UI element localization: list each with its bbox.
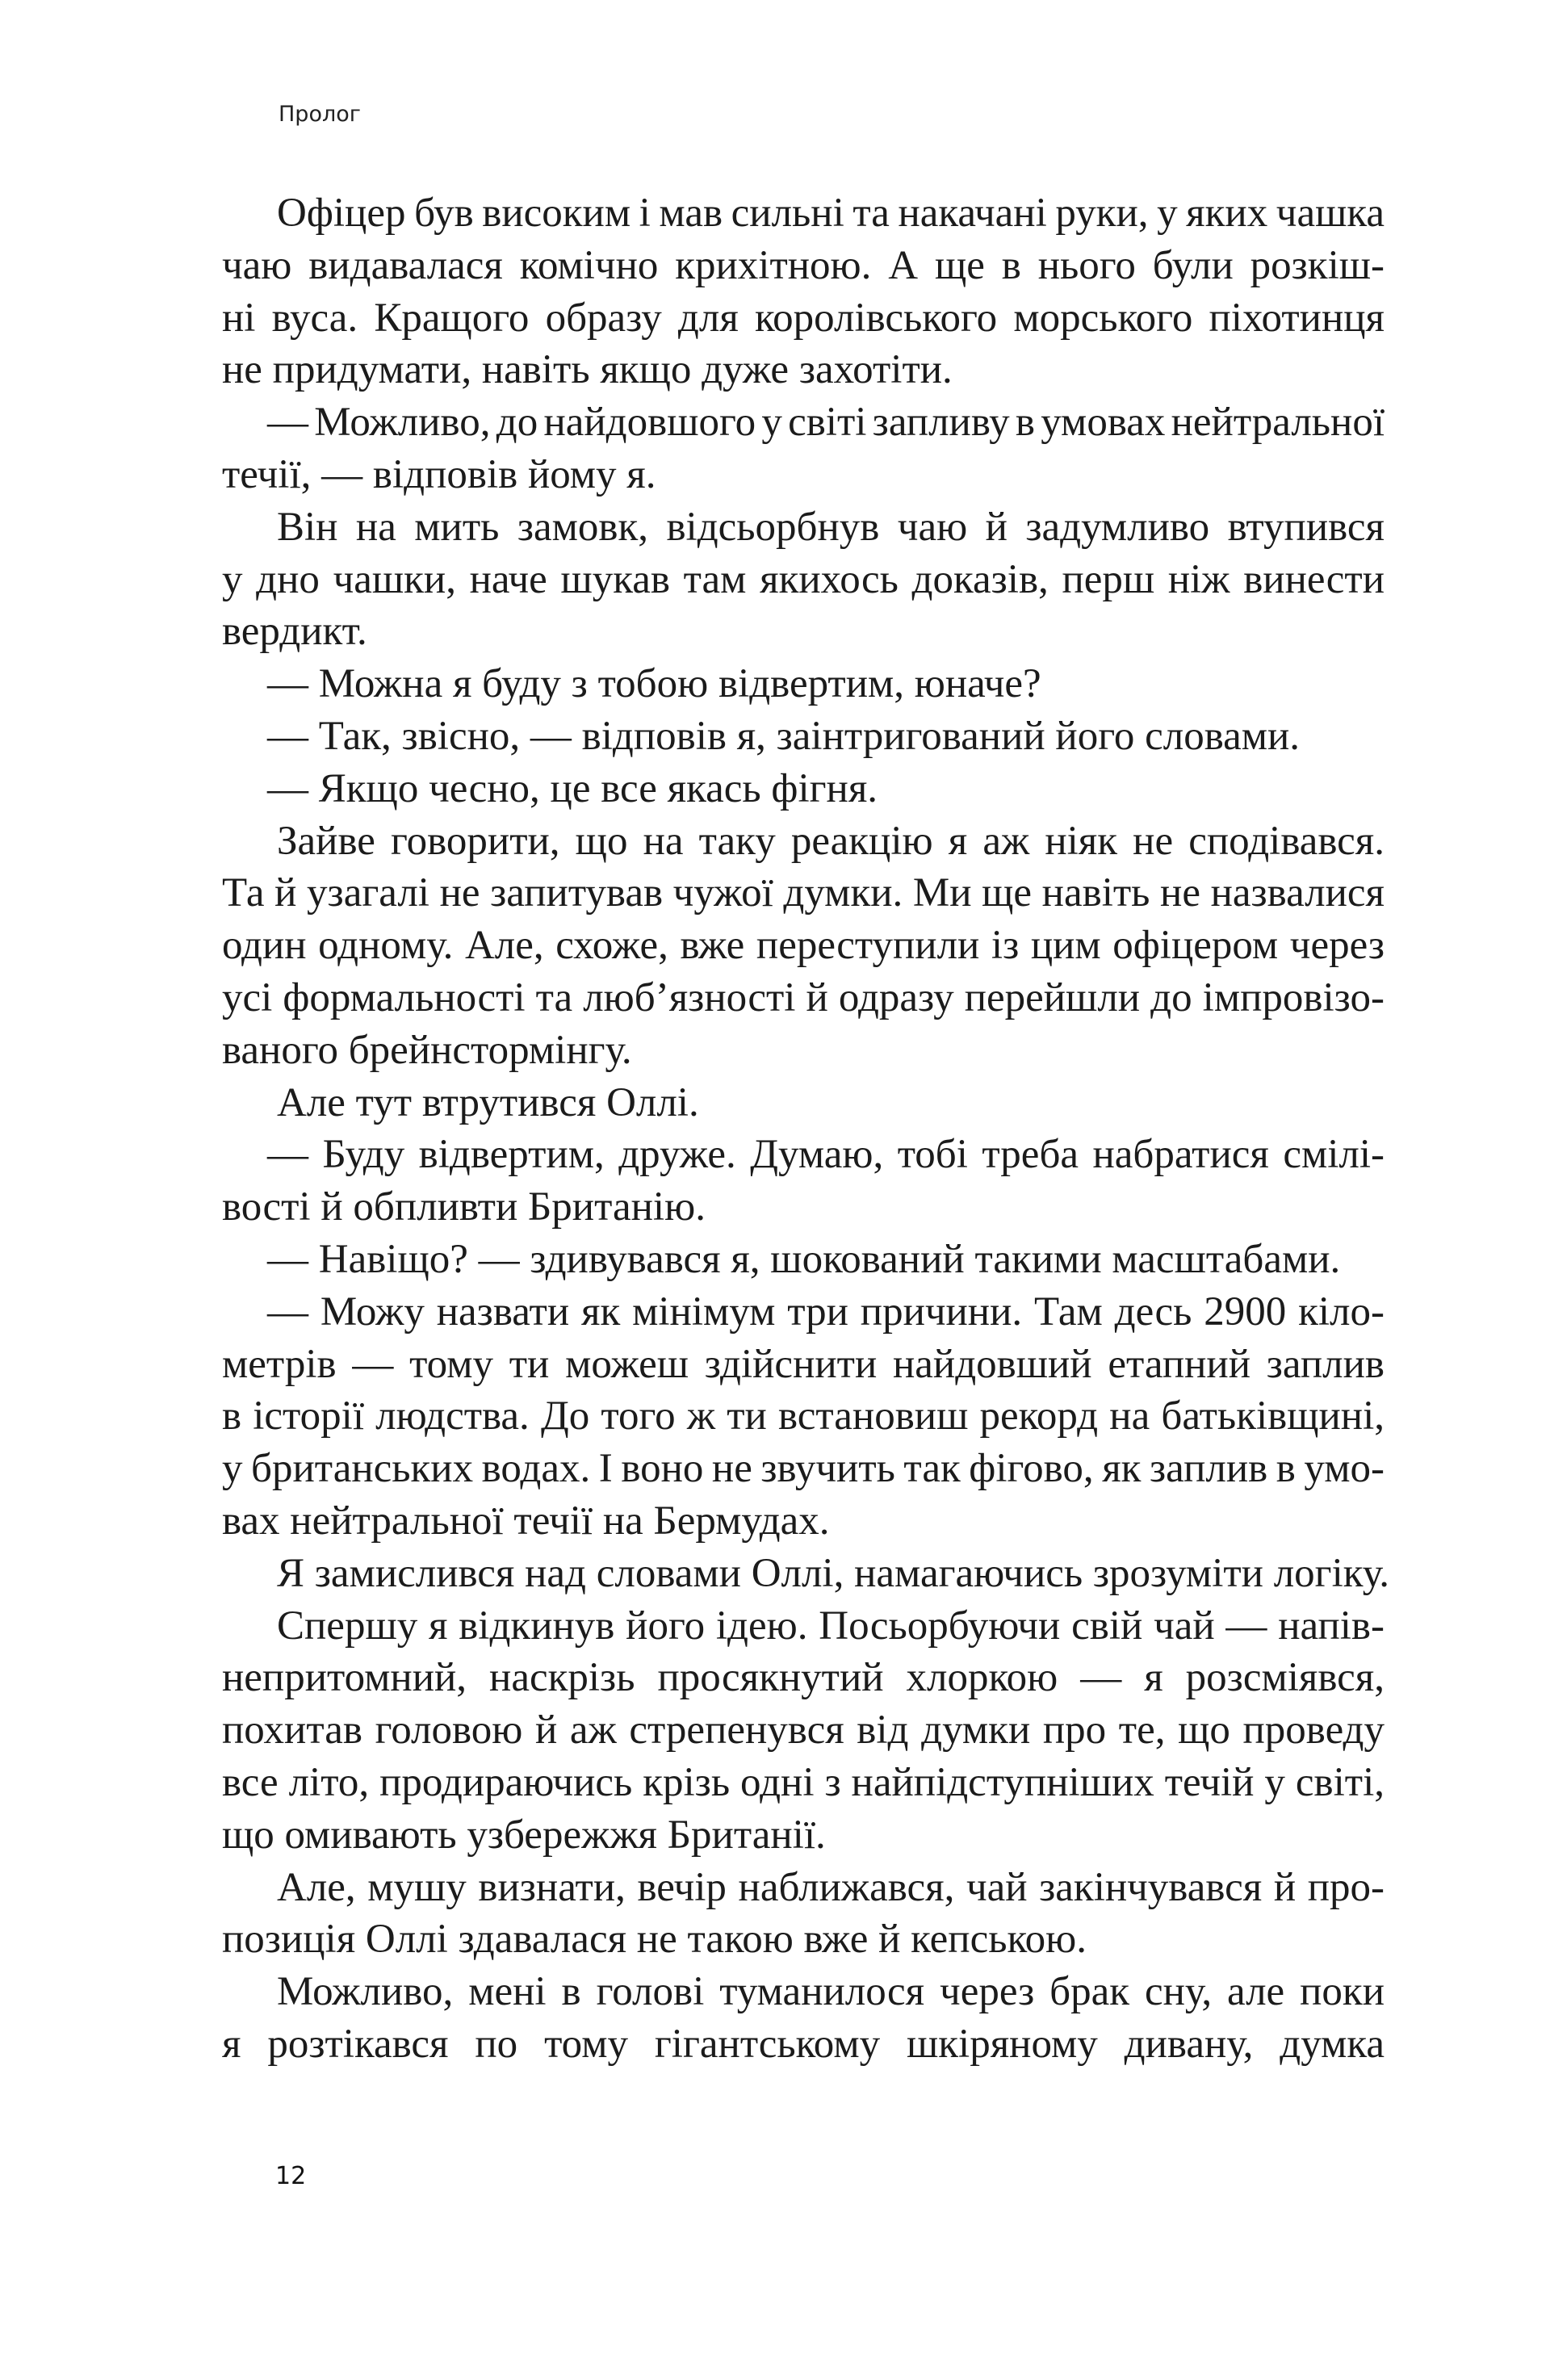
text-line: Офіцер був високим і мав сильні та накачані руки, у яких чашка bbox=[277, 191, 1385, 236]
text-line: у британських водах. І воно не звучить так фігово, як заплив в умо- bbox=[222, 1446, 1385, 1492]
text-line: — Можливо, до найдовшого у світі запливу в умовах нейтральної bbox=[267, 400, 1385, 446]
running-head: Пролог bbox=[279, 102, 361, 127]
narration-paragraph bbox=[222, 501, 1385, 658]
narration-paragraph bbox=[222, 1548, 1389, 1600]
narration-paragraph bbox=[222, 1600, 1385, 1862]
text-line: ваного брейнстормінгу. bbox=[222, 1027, 632, 1073]
text-line: я розтікався по тому гігантському шкіряному дивану, думка bbox=[222, 2021, 1385, 2067]
text-line: — Так, звісно, — відповів я, заінтригований його словами. bbox=[267, 713, 1301, 759]
text-line: непритомний, наскрізь просякнутий хлоркою — я розсміявся, bbox=[222, 1655, 1385, 1701]
narration-paragraph bbox=[222, 187, 1385, 396]
narration-paragraph bbox=[222, 1862, 1385, 1967]
narration-paragraph bbox=[222, 1077, 1385, 1129]
text-line: усі формальності та люб’язності й одразу перейшли до імпровізо- bbox=[222, 974, 1385, 1020]
text-line: — Буду відвертим, друже. Думаю, тобі треба набратися смілі- bbox=[267, 1132, 1385, 1178]
text-line: похитав головою й аж стрепенувся від думки про те, що проведу bbox=[222, 1707, 1385, 1754]
narration-paragraph bbox=[222, 815, 1385, 1077]
text-line: метрів — тому ти можеш здійснити найдовший етапний заплив bbox=[222, 1341, 1385, 1387]
dialog-paragraph bbox=[222, 1129, 1385, 1234]
dialog-paragraph bbox=[222, 1234, 1385, 1286]
text-line: Але тут втрутився Оллі. bbox=[277, 1079, 699, 1125]
text-line: течії, — відповів йому я. bbox=[222, 451, 656, 497]
text-line: Спершу я відкинув його ідею. Посьорбуючи свій чай — напів- bbox=[277, 1603, 1385, 1649]
dialog-paragraph bbox=[222, 658, 1385, 710]
text-line: вердикт. bbox=[222, 609, 367, 655]
text-line: чаю видавалася комічно крихітною. А ще в нього були розкіш- bbox=[222, 242, 1385, 288]
dialog-paragraph bbox=[222, 763, 1385, 815]
text-line: Він на мить замовк, відсьорбнув чаю й задумливо втупився bbox=[277, 504, 1385, 550]
text-line: — Якщо чесно, це все якась фігня. bbox=[267, 765, 878, 811]
body-text bbox=[222, 187, 1389, 2071]
text-line: все літо, продираючись крізь одні з найпідступніших течій у світі, bbox=[222, 1759, 1385, 1805]
text-line: вості й обпливти Британію. bbox=[222, 1184, 706, 1230]
narration-paragraph bbox=[222, 1966, 1385, 2071]
text-line: — Можна я буду з тобою відвертим, юначе? bbox=[267, 661, 1041, 707]
text-line: вах нейтральної течії на Бермудах. bbox=[222, 1498, 830, 1544]
text-line: ні вуса. Кращого образу для королівського морського піхотинця bbox=[222, 295, 1385, 341]
text-line: не придумати, навіть якщо дуже захотіти. bbox=[222, 347, 953, 393]
dialog-paragraph bbox=[222, 1286, 1385, 1548]
text-line: Зайве говорити, що на таку реакцію я аж ніяк не сподівався. bbox=[277, 818, 1385, 864]
text-line: один одному. Але, схоже, вже переступили із цим офіцером через bbox=[222, 923, 1385, 969]
text-line: — Навіщо? — здивувався я, шокований такими масштабами. bbox=[267, 1236, 1341, 1282]
text-line: в історії людства. До того ж ти встановиш рекорд на батьківщині, bbox=[222, 1393, 1385, 1439]
dialog-paragraph bbox=[222, 396, 1385, 501]
text-line: у дно чашки, наче шукав там якихось доказів, перш ніж винести bbox=[222, 556, 1385, 602]
page-number: 12 bbox=[275, 2162, 307, 2190]
text-line: позиція Оллі здавалася не такою вже й кепською. bbox=[222, 1917, 1087, 1963]
text-line: що омивають узбережжя Британії. bbox=[222, 1812, 826, 1858]
text-line: Можливо, мені в голові туманилося через брак сну, але поки bbox=[277, 1969, 1385, 2015]
text-line: Я замислився над словами Оллі, намагаючись зрозуміти логіку. bbox=[277, 1550, 1389, 1596]
text-line: — Можу назвати як мінімум три причини. Там десь 2900 кіло- bbox=[267, 1288, 1385, 1335]
text-line: Та й узагалі не запитував чужої думки. Ми ще навіть не назвалися bbox=[222, 870, 1385, 916]
text-line: Але, мушу визнати, вечір наближався, чай закінчувався й про- bbox=[277, 1864, 1385, 1910]
dialog-paragraph bbox=[222, 710, 1385, 763]
